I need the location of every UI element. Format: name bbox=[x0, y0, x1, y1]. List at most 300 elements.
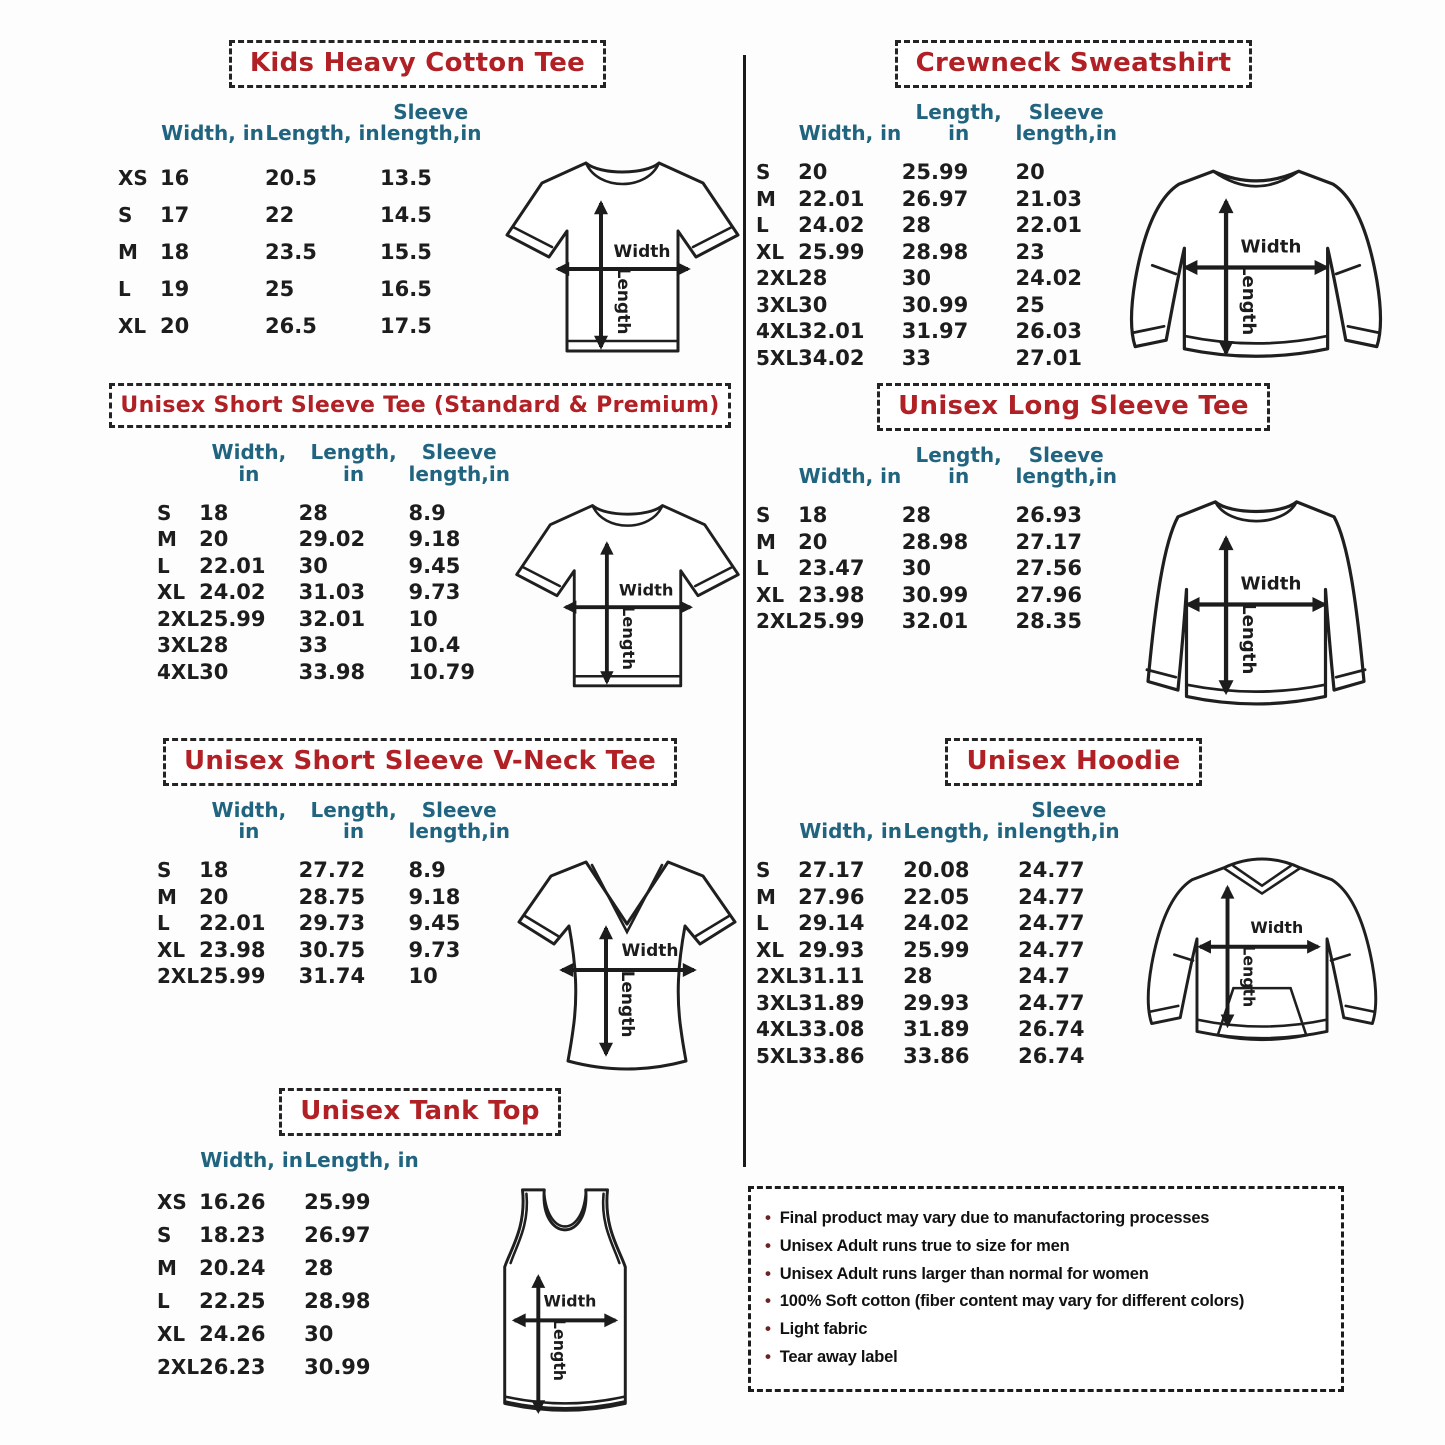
measurement-value: 33.08 bbox=[798, 1017, 865, 1042]
notes-list bbox=[765, 1208, 1329, 1368]
measurement-value: 30 bbox=[298, 553, 328, 578]
measurement-value: 32.01 bbox=[298, 606, 366, 631]
measurement-value: 10.4 bbox=[408, 633, 461, 658]
product-notes-box bbox=[748, 1186, 1344, 1392]
length-arrow-label: Length bbox=[1238, 263, 1260, 336]
measurement-value: 23.98 bbox=[798, 582, 865, 607]
note-text: Unisex Adult runs true to size for men bbox=[779, 1236, 1070, 1255]
measurement-value: 26.74 bbox=[1018, 1043, 1085, 1068]
measurement-value: 28.98 bbox=[304, 1288, 371, 1313]
measurement-value: 25.99 bbox=[304, 1189, 371, 1214]
note-item bbox=[765, 1208, 1329, 1229]
section-title: Unisex Long Sleeve Tee bbox=[877, 383, 1270, 431]
size-label: M bbox=[157, 1255, 177, 1280]
measurement-value: 33.86 bbox=[798, 1043, 865, 1068]
measurement-value: 9.73 bbox=[408, 937, 461, 962]
measurement-value: 16.5 bbox=[380, 276, 432, 301]
section-unisex-hoodie bbox=[752, 738, 1395, 1079]
measurement-value: 24.26 bbox=[199, 1321, 266, 1346]
size-label: 2XL bbox=[756, 964, 799, 989]
measurement-value: 24.02 bbox=[1015, 266, 1082, 291]
measurement-value: 24.77 bbox=[1018, 990, 1085, 1015]
measurement-value: 15.5 bbox=[380, 239, 432, 264]
column-header: Length, in bbox=[265, 121, 380, 146]
width-arrow-label: Width bbox=[1250, 917, 1304, 937]
measurement-value: 31.11 bbox=[798, 964, 865, 989]
column-header: Width, in bbox=[161, 121, 264, 146]
measurement-value: 34.02 bbox=[798, 345, 865, 370]
measurement-value: 30 bbox=[199, 659, 229, 684]
measurement-value: 28 bbox=[903, 964, 933, 989]
length-arrow-label: Length bbox=[619, 606, 639, 671]
measurement-value: 31.89 bbox=[903, 1017, 970, 1042]
size-table bbox=[157, 792, 510, 990]
measurement-value: 24.77 bbox=[1018, 911, 1085, 936]
measurement-value: 29.73 bbox=[298, 911, 366, 936]
size-label: S bbox=[157, 858, 172, 883]
measurement-value: 31.97 bbox=[901, 319, 969, 344]
bullet-icon: • bbox=[765, 1263, 771, 1283]
measurement-value: 20 bbox=[798, 160, 828, 185]
measurement-value: 29.93 bbox=[798, 937, 865, 962]
section-title: Unisex Tank Top bbox=[279, 1088, 561, 1136]
table-row bbox=[118, 233, 481, 270]
table-row bbox=[157, 910, 510, 937]
size-label: 5XL bbox=[756, 345, 799, 370]
column-header: Width, in bbox=[211, 797, 287, 844]
size-label: 2XL bbox=[756, 609, 799, 634]
table-row bbox=[118, 270, 481, 307]
size-label: L bbox=[118, 276, 131, 301]
size-label: S bbox=[756, 160, 771, 185]
measurement-value: 20.5 bbox=[265, 165, 317, 190]
measurement-value: 28 bbox=[798, 266, 828, 291]
measurement-value: 25.99 bbox=[798, 239, 865, 264]
measurement-value: 18 bbox=[798, 503, 828, 528]
bullet-icon: • bbox=[765, 1319, 771, 1339]
measurement-value: 26.5 bbox=[265, 313, 317, 338]
note-item bbox=[765, 1264, 1329, 1285]
measurement-value: 29.02 bbox=[298, 527, 366, 552]
length-arrow-label: Length bbox=[1239, 945, 1259, 1008]
size-label: XL bbox=[157, 1321, 186, 1346]
measurement-value: 26.93 bbox=[1015, 503, 1082, 528]
column-header: Sleeve length,in bbox=[380, 99, 482, 146]
measurement-value: 26.23 bbox=[199, 1354, 266, 1379]
size-column-spacer bbox=[756, 94, 798, 159]
size-label: XL bbox=[756, 582, 785, 607]
size-label: XL bbox=[157, 580, 186, 605]
measurement-value: 33.98 bbox=[298, 659, 366, 684]
measurement-value: 31.03 bbox=[298, 580, 366, 605]
size-table bbox=[756, 792, 1120, 1069]
column-header: Length, in bbox=[915, 442, 1002, 489]
note-item bbox=[765, 1236, 1329, 1257]
measurement-value: 9.18 bbox=[408, 884, 461, 909]
size-label: L bbox=[756, 556, 769, 581]
size-label: M bbox=[756, 529, 776, 554]
table-row bbox=[157, 884, 510, 911]
measurement-value: 8.9 bbox=[408, 858, 446, 883]
note-text: Tear away label bbox=[779, 1347, 898, 1366]
measurement-value: 16 bbox=[160, 165, 190, 190]
length-arrow-label: Length bbox=[613, 267, 633, 335]
column-header: Width, in bbox=[200, 1147, 303, 1172]
size-column-spacer bbox=[756, 792, 798, 857]
measurement-value: 9.45 bbox=[408, 553, 461, 578]
tshirt-illustration bbox=[510, 492, 745, 708]
measurement-value: 24.77 bbox=[1018, 884, 1085, 909]
measurement-value: 20 bbox=[199, 884, 229, 909]
section-crewneck-sweatshirt bbox=[752, 40, 1395, 381]
table-row bbox=[756, 910, 1120, 937]
note-item bbox=[765, 1347, 1329, 1368]
measurement-value: 30.99 bbox=[901, 292, 969, 317]
table-row bbox=[157, 632, 510, 659]
measurement-value: 22.05 bbox=[903, 884, 970, 909]
length-arrow-label: Length bbox=[550, 1318, 570, 1381]
measurement-value: 30 bbox=[901, 266, 931, 291]
note-text: 100% Soft cotton (fiber content may vary for different colors) bbox=[779, 1292, 1245, 1311]
size-label: L bbox=[157, 911, 170, 936]
measurement-value: 18 bbox=[199, 500, 229, 525]
table-row bbox=[157, 963, 510, 990]
sweatshirt-illustration bbox=[1117, 154, 1395, 381]
size-label: 4XL bbox=[756, 319, 799, 344]
table-row bbox=[157, 1350, 419, 1383]
size-label: S bbox=[157, 1222, 172, 1247]
measurement-value: 33.86 bbox=[903, 1043, 970, 1068]
long-sleeve-tee-illustration bbox=[1117, 489, 1395, 720]
column-header: Length, in bbox=[310, 797, 397, 844]
size-label: L bbox=[157, 1288, 170, 1313]
measurement-value: 14.5 bbox=[380, 202, 432, 227]
table-row bbox=[756, 555, 1117, 582]
measurement-value: 25.99 bbox=[798, 609, 865, 634]
column-header: Width, in bbox=[798, 464, 902, 489]
measurement-value: 33 bbox=[298, 633, 328, 658]
measurement-value: 24.02 bbox=[903, 911, 970, 936]
table-row bbox=[756, 963, 1120, 990]
measurement-value: 27.17 bbox=[1015, 529, 1082, 554]
table-row bbox=[157, 526, 510, 553]
width-arrow-label: Width bbox=[621, 940, 679, 961]
table-row bbox=[157, 1218, 419, 1251]
measurement-value: 28 bbox=[901, 213, 931, 238]
measurement-value: 18 bbox=[199, 858, 229, 883]
measurement-value: 20.08 bbox=[903, 858, 970, 883]
measurement-value: 25.99 bbox=[903, 937, 970, 962]
header-row bbox=[756, 94, 1117, 159]
size-label: XL bbox=[756, 937, 785, 962]
size-label: S bbox=[756, 858, 771, 883]
section-unisex-vneck-tee bbox=[95, 738, 745, 1078]
size-label: L bbox=[756, 213, 769, 238]
measurement-value: 22.01 bbox=[1015, 213, 1082, 238]
measurement-value: 13.5 bbox=[380, 165, 432, 190]
size-label: 3XL bbox=[756, 292, 799, 317]
header-row bbox=[756, 437, 1117, 502]
column-header: Width, in bbox=[798, 121, 902, 146]
measurement-value: 23.47 bbox=[798, 556, 865, 581]
table-row bbox=[756, 345, 1117, 372]
table-row bbox=[756, 1016, 1120, 1043]
measurement-value: 25.99 bbox=[199, 964, 266, 989]
measurement-value: 24.02 bbox=[199, 580, 266, 605]
table-row bbox=[157, 552, 510, 579]
measurement-value: 18.23 bbox=[199, 1222, 266, 1247]
size-label: 4XL bbox=[157, 659, 200, 684]
width-arrow-label: Width bbox=[613, 241, 671, 262]
column-header: Length, in bbox=[310, 440, 397, 486]
size-table bbox=[756, 437, 1117, 635]
width-arrow-label: Width bbox=[1240, 236, 1302, 258]
measurement-value: 27.72 bbox=[298, 858, 366, 883]
measurement-value: 28.75 bbox=[298, 884, 366, 909]
section-title: Unisex Short Sleeve V-Neck Tee bbox=[163, 738, 677, 786]
size-column-spacer bbox=[157, 1142, 199, 1186]
section-title: Kids Heavy Cotton Tee bbox=[229, 40, 606, 88]
column-header: Length, in bbox=[903, 819, 1018, 844]
size-label: M bbox=[118, 239, 138, 264]
measurement-value: 10.79 bbox=[408, 659, 475, 684]
measurement-value: 30 bbox=[798, 292, 828, 317]
size-column-spacer bbox=[157, 792, 199, 857]
section-kids-heavy-cotton-tee bbox=[90, 40, 745, 374]
length-arrow-label: Length bbox=[1238, 602, 1260, 675]
measurement-value: 32.01 bbox=[798, 319, 865, 344]
measurement-value: 26.03 bbox=[1015, 319, 1082, 344]
size-label: 2XL bbox=[157, 964, 200, 989]
measurement-value: 23.98 bbox=[199, 937, 266, 962]
size-label: S bbox=[118, 202, 133, 227]
measurement-value: 33 bbox=[901, 345, 931, 370]
table-row bbox=[157, 605, 510, 632]
size-label: 5XL bbox=[756, 1043, 799, 1068]
hoodie-illustration bbox=[1129, 844, 1395, 1079]
measurement-value: 26.97 bbox=[901, 186, 969, 211]
length-arrow-label: Length bbox=[617, 970, 637, 1038]
measurement-value: 22.25 bbox=[199, 1288, 266, 1313]
header-row bbox=[118, 94, 481, 159]
measurement-value: 30.75 bbox=[298, 937, 366, 962]
table-row bbox=[756, 1043, 1120, 1070]
measurement-value: 29.14 bbox=[798, 911, 865, 936]
size-label: L bbox=[756, 911, 769, 936]
size-label: 3XL bbox=[756, 990, 799, 1015]
width-arrow-label: Width bbox=[618, 580, 674, 600]
header-row bbox=[756, 792, 1120, 857]
measurement-value: 26.97 bbox=[304, 1222, 371, 1247]
measurement-value: 27.96 bbox=[1015, 582, 1082, 607]
measurement-value: 29.93 bbox=[903, 990, 970, 1015]
measurement-value: 31.89 bbox=[798, 990, 865, 1015]
size-column-spacer bbox=[118, 94, 160, 159]
note-text: Unisex Adult runs larger than normal for women bbox=[779, 1264, 1149, 1283]
measurement-value: 27.17 bbox=[798, 858, 865, 883]
measurement-value: 27.01 bbox=[1015, 345, 1082, 370]
bullet-icon: • bbox=[765, 1346, 771, 1366]
measurement-value: 27.56 bbox=[1015, 556, 1082, 581]
header-row bbox=[157, 792, 510, 857]
measurement-value: 20 bbox=[798, 529, 828, 554]
measurement-value: 24.02 bbox=[798, 213, 865, 238]
table-row bbox=[157, 937, 510, 964]
measurement-value: 8.9 bbox=[408, 500, 446, 525]
size-label: 4XL bbox=[756, 1017, 799, 1042]
table-row bbox=[756, 239, 1117, 266]
measurement-value: 10 bbox=[408, 964, 438, 989]
measurement-value: 25.99 bbox=[199, 606, 266, 631]
size-label: M bbox=[756, 186, 776, 211]
size-label: XL bbox=[118, 313, 147, 338]
measurement-value: 32.01 bbox=[901, 609, 969, 634]
measurement-value: 31.74 bbox=[298, 964, 366, 989]
measurement-value: 28.35 bbox=[1015, 609, 1082, 634]
table-row bbox=[118, 196, 481, 233]
measurement-value: 25 bbox=[1015, 292, 1045, 317]
table-row bbox=[756, 318, 1117, 345]
table-row bbox=[157, 857, 510, 884]
measurement-value: 25 bbox=[265, 276, 295, 301]
tshirt-illustration bbox=[500, 149, 745, 374]
section-title: Unisex Hoodie bbox=[945, 738, 1201, 786]
measurement-value: 28 bbox=[304, 1255, 334, 1280]
measurement-value: 30.99 bbox=[901, 582, 969, 607]
table-row bbox=[157, 579, 510, 606]
table-row bbox=[756, 608, 1117, 635]
measurement-value: 18 bbox=[160, 239, 190, 264]
measurement-value: 10 bbox=[408, 606, 438, 631]
column-header: Sleeve length,in bbox=[408, 797, 510, 844]
size-label: L bbox=[157, 553, 170, 578]
column-header: Width, in bbox=[799, 819, 902, 844]
section-unisex-tank-top bbox=[95, 1088, 745, 1435]
column-header: Sleeve length,in bbox=[1015, 99, 1117, 146]
column-header: Length, in bbox=[304, 1147, 419, 1172]
size-label: 3XL bbox=[157, 633, 200, 658]
table-row bbox=[756, 212, 1117, 239]
table-row bbox=[157, 499, 510, 526]
table-row bbox=[756, 990, 1120, 1017]
table-row bbox=[157, 1251, 419, 1284]
size-table bbox=[157, 434, 510, 685]
measurement-value: 9.73 bbox=[408, 580, 461, 605]
table-row bbox=[118, 307, 481, 344]
measurement-value: 19 bbox=[160, 276, 190, 301]
measurement-value: 24.77 bbox=[1018, 937, 1085, 962]
measurement-value: 27.96 bbox=[798, 884, 865, 909]
table-row bbox=[756, 529, 1117, 556]
note-text: Light fabric bbox=[779, 1320, 868, 1339]
table-row bbox=[157, 1185, 419, 1218]
measurement-value: 28.98 bbox=[901, 529, 969, 554]
size-label: XS bbox=[157, 1189, 187, 1214]
measurement-value: 22.01 bbox=[199, 553, 266, 578]
measurement-value: 28 bbox=[199, 633, 229, 658]
column-header: Length, in bbox=[915, 99, 1002, 146]
table-row bbox=[756, 502, 1117, 529]
section-unisex-short-sleeve-tee bbox=[95, 383, 745, 708]
measurement-value: 30.99 bbox=[304, 1354, 371, 1379]
size-label: XL bbox=[157, 937, 186, 962]
size-label: M bbox=[157, 527, 177, 552]
measurement-value: 21.03 bbox=[1015, 186, 1082, 211]
size-table bbox=[756, 94, 1117, 371]
size-label: XL bbox=[756, 239, 785, 264]
column-header: Sleeve length,in bbox=[1015, 442, 1117, 489]
measurement-value: 17 bbox=[160, 202, 190, 227]
measurement-value: 9.45 bbox=[408, 911, 461, 936]
table-row bbox=[756, 884, 1120, 911]
measurement-value: 22.01 bbox=[199, 911, 266, 936]
vneck-illustration bbox=[510, 848, 745, 1078]
measurement-value: 20 bbox=[1015, 160, 1045, 185]
table-row bbox=[756, 292, 1117, 319]
table-row bbox=[157, 658, 510, 685]
header-row bbox=[157, 1142, 419, 1186]
size-column-spacer bbox=[157, 434, 199, 499]
measurement-value: 24.77 bbox=[1018, 858, 1085, 883]
column-header: Sleeve length,in bbox=[1018, 797, 1120, 844]
header-row bbox=[157, 434, 510, 499]
measurement-value: 28.98 bbox=[901, 239, 969, 264]
size-table bbox=[157, 1142, 419, 1384]
measurement-value: 28 bbox=[298, 500, 328, 525]
size-label: 2XL bbox=[756, 266, 799, 291]
measurement-value: 16.26 bbox=[199, 1189, 266, 1214]
bullet-icon: • bbox=[765, 1291, 771, 1311]
tank-top-illustration bbox=[471, 1180, 659, 1435]
size-label: M bbox=[157, 884, 177, 909]
measurement-value: 30 bbox=[304, 1321, 334, 1346]
column-header: Width, in bbox=[211, 440, 287, 486]
table-row bbox=[756, 937, 1120, 964]
table-row bbox=[157, 1317, 419, 1350]
section-title: Unisex Short Sleeve Tee (Standard & Premium) bbox=[109, 383, 730, 428]
measurement-value: 23.5 bbox=[265, 239, 317, 264]
measurement-value: 25.99 bbox=[901, 160, 969, 185]
table-row bbox=[157, 1284, 419, 1317]
measurement-value: 23 bbox=[1015, 239, 1045, 264]
measurement-value: 26.74 bbox=[1018, 1017, 1085, 1042]
measurement-value: 9.18 bbox=[408, 527, 461, 552]
note-text: Final product may vary due to manufactoring processes bbox=[779, 1209, 1210, 1227]
size-table bbox=[118, 94, 481, 344]
measurement-value: 20 bbox=[199, 527, 229, 552]
note-item bbox=[765, 1291, 1329, 1312]
measurement-value: 22.01 bbox=[798, 186, 865, 211]
table-row bbox=[756, 265, 1117, 292]
size-label: S bbox=[157, 500, 172, 525]
table-row bbox=[756, 186, 1117, 213]
column-header: Sleeve length,in bbox=[408, 440, 510, 486]
table-row bbox=[118, 159, 481, 196]
section-title: Crewneck Sweatshirt bbox=[895, 40, 1253, 88]
table-row bbox=[756, 582, 1117, 609]
table-row bbox=[756, 857, 1120, 884]
size-column-spacer bbox=[756, 437, 798, 502]
bullet-icon: • bbox=[765, 1235, 771, 1255]
width-arrow-label: Width bbox=[1240, 573, 1302, 595]
size-label: S bbox=[756, 503, 771, 528]
measurement-value: 30 bbox=[901, 556, 931, 581]
measurement-value: 24.7 bbox=[1018, 964, 1070, 989]
size-label: XS bbox=[118, 165, 148, 190]
measurement-value: 28 bbox=[901, 503, 931, 528]
measurement-value: 20 bbox=[160, 313, 190, 338]
note-item bbox=[765, 1319, 1329, 1340]
